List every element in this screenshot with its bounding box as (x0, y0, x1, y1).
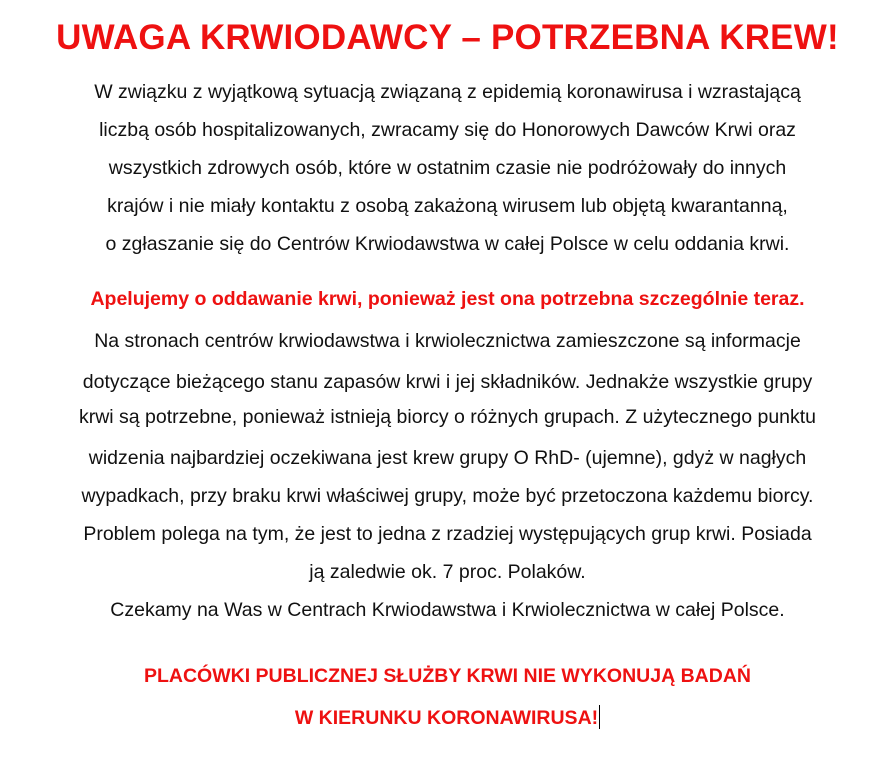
info-line: dotyczące bieżącego stanu zapasów krwi i jej składników. Jednakże wszystkie grupy (82, 371, 813, 393)
closing-line: Czekamy na Was w Centrach Krwiodawstwa i Krwiolecznictwa w całej Polsce. (110, 599, 785, 621)
info-line: Na stronach centrów krwiodawstwa i krwiolecznictwa zamieszczone są informacje (94, 330, 801, 352)
appeal-heading: Apelujemy o oddawanie krwi, ponieważ jest ona potrzebna szczególnie teraz. (90, 288, 805, 310)
notice-line-text: W KIERUNKU KORONAWIRUSA! (294, 707, 599, 729)
intro-line: W związku z wyjątkową sytuacją związaną z epidemią koronawirusa i wzrastającą (94, 81, 801, 103)
info-line: Problem polega na tym, że jest to jedna z rzadziej występujących grup krwi. Posiada (83, 523, 812, 545)
text-cursor (599, 705, 600, 729)
info-line: widzenia najbardziej oczekiwana jest krew grupy O RhD- (ujemne), gdyż w nagłych (88, 447, 807, 469)
intro-line: wszystkich zdrowych osób, które w ostatnim czasie nie podróżowały do innych (108, 157, 787, 179)
intro-line: o zgłaszanie się do Centrów Krwiodawstwa w całej Polsce w celu oddania krwi. (105, 233, 790, 255)
notice-line: PLACÓWKI PUBLICZNEJ SŁUŻBY KRWI NIE WYKONUJĄ BADAŃ (143, 665, 752, 687)
info-line: krwi są potrzebne, ponieważ istnieją biorcy o różnych grupach. Z użytecznego punktu (78, 406, 817, 428)
info-line: wypadkach, przy braku krwi właściwej grupy, może być przetoczona każdemu biorcy. (81, 485, 814, 507)
page-title: UWAGA KRWIODAWCY – POTRZEBNA KREW! (56, 18, 839, 57)
intro-line: liczbą osób hospitalizowanych, zwracamy się do Honorowych Dawców Krwi oraz (99, 119, 796, 141)
notice-line-last (0, 705, 895, 730)
intro-line: krajów i nie miały kontaktu z osobą zakażoną wirusem lub objętą kwarantanną, (107, 195, 788, 217)
info-line: ją zaledwie ok. 7 proc. Polaków. (309, 561, 586, 583)
